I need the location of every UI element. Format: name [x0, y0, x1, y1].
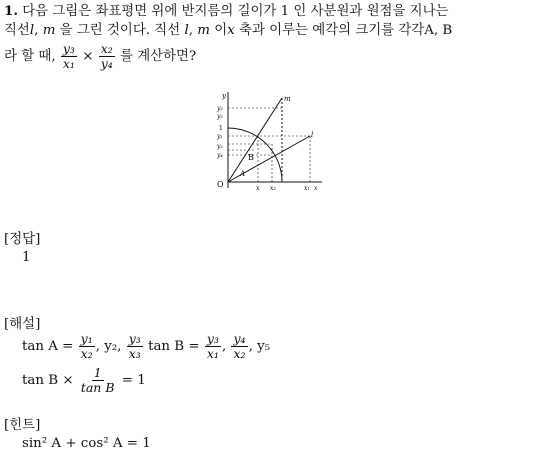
label-y4: y₄ — [217, 152, 223, 159]
label-x1: x₁ — [304, 185, 310, 192]
label-y1: y₁ — [217, 133, 223, 140]
fraction-y4-over-x2: $\frac{\text{y₄}}{\text{x₂}}$ — [233, 331, 246, 361]
label-y5: y₅ — [217, 113, 223, 120]
hint-heading: [힌트] — [4, 418, 41, 433]
explanation-line-2: tan B × $\frac{1}{\text{tan B}}$ = 1 — [22, 365, 146, 395]
label-l: l — [311, 131, 314, 139]
fraction-y3-over-x3: $\frac{\text{y₃}}{\text{x₃}}$ — [128, 331, 141, 361]
question — [4, 2, 530, 71]
question-line-2: 직선l, m 을 그린 것이다. 직선 l, m 이x 축과 이루는 예각의 크기를 각각A, B — [4, 23, 453, 38]
label-one: 1 — [219, 125, 223, 132]
question-line-1: 1. 다음 그림은 좌표평면 위에 반지름의 길이가 1 인 사분원과 원점을 지나는 — [4, 3, 449, 19]
label-origin: O — [217, 180, 224, 189]
fraction-y1-over-x2: $\frac{\text{y₁}}{\text{x₂}}$ — [80, 331, 93, 361]
label-x-axis: x — [314, 185, 318, 192]
label-angle-A: A — [240, 170, 246, 178]
coordinate-figure — [210, 88, 330, 198]
label-y2: y₂ — [217, 143, 223, 150]
explanation-line-1: tan A = $\frac{\text{y₁}}{\text{x₂}}$ , y₂, $\frac{\text{y₃}}{\text{x₃}}$ tan B = $\frac{\text{y₃}}{\text{x₁}}$ , $\frac{\text{y₄}}{\text{x₂}}$ , y₅ — [22, 331, 271, 361]
label-x2: x₂ — [270, 185, 276, 192]
fraction-1-over-tanB: $\frac{1}{\text{tan B}}$ — [80, 365, 115, 395]
fraction-y3-over-x1-b: $\frac{\text{y₃}}{\text{x₁}}$ — [206, 331, 219, 361]
answer-value: 1 — [22, 250, 31, 265]
answer-heading: [정답] — [4, 232, 41, 247]
label-angle-B: B — [248, 153, 254, 162]
label-m: m — [284, 95, 291, 103]
explanation-heading: [해설] — [4, 317, 41, 332]
question-number: 1. — [4, 3, 18, 19]
fraction-y3-over-x1: $\frac{\text{y₃}}{\text{x₁}}$ — [62, 41, 75, 71]
label-x-tick-1: x — [256, 185, 260, 192]
line-m — [228, 98, 282, 182]
label-y: y — [222, 92, 226, 100]
label-y3: y₃ — [217, 105, 223, 112]
fraction-x2-over-y4: $\frac{\text{x₂}}{\text{y₄}}$ — [100, 41, 113, 71]
hint-formula: sin² A + cos² A = 1 — [22, 436, 151, 451]
question-line-3: 라 할 때, $\frac{\text{y₃}}{\text{x₁}}$ × $\frac{\text{x₂}}{\text{y₄}}$ 를 계산하면? — [4, 41, 197, 71]
